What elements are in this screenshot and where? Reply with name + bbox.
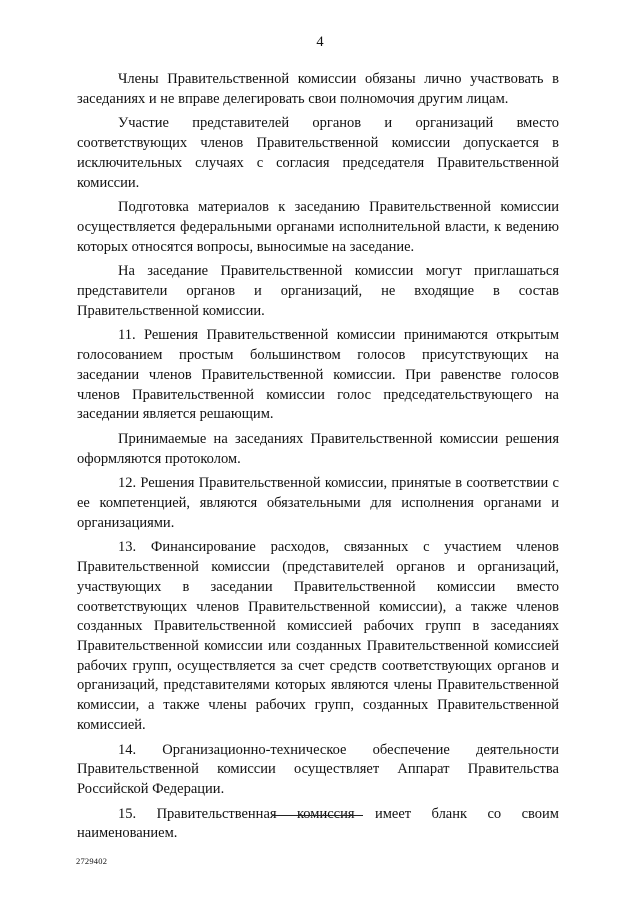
paragraph-invited-participants: На заседание Правительственной комиссии могут приглашаться представители органов и организаций, не входящие в состав Правительственной комиссии.	[77, 263, 559, 319]
document-code: 2729402	[76, 856, 108, 866]
paragraph-12-binding-decisions: 12. Решения Правительственной комиссии, принятые в соответствии с ее компетенцией, являются обязательными для исполнения органами и организациями.	[77, 475, 559, 531]
paragraph-15-letterhead: 15. Правительственная комиссия имеет бланк со своим наименованием.	[77, 805, 559, 842]
paragraph-representatives-participation: Участие представителей органов и организаций вместо соответствующих членов Правительственной комиссии допускается в исключительных случаях с согласия председателя Правительственной комиссии.	[77, 115, 559, 191]
paragraph-11-decisions: 11. Решения Правительственной комиссии принимаются открытым голосованием простым большинством голосов присутствующих на заседании членов Правительственной комиссии. При равенстве голосов членов Правительственной комиссии голос председательствующего на заседании является решающим.	[77, 327, 559, 423]
end-divider	[273, 815, 363, 816]
paragraph-protocol: Принимаемые на заседаниях Правительственной комиссии решения оформляются протоколом.	[77, 430, 559, 467]
document-body	[77, 70, 559, 849]
paragraph-materials-preparation: Подготовка материалов к заседанию Правительственной комиссии осуществляется федеральными органами исполнительной власти, к ведению которых относятся вопросы, выносимые на заседание.	[77, 199, 559, 255]
paragraph-14-support: 14. Организационно-техническое обеспечение деятельности Правительственной комиссии осуществляет Аппарат Правительства Российской Федерации.	[77, 741, 559, 797]
paragraph-members-attendance: Члены Правительственной комиссии обязаны лично участвовать в заседаниях и не вправе делегировать свои полномочия другим лицам.	[77, 71, 559, 107]
paragraph-13-financing: 13. Финансирование расходов, связанных с участием членов Правительственной комиссии (представителей органов и организаций, участвующих в заседании Правительственной комиссии вместо соответствующих членов Правительственной комиссии), а также членов созданных Правительственной комиссией рабочих групп в заседаниях Правительственной комиссии или созданных Правительственной комиссией рабочих групп, осуществляется за счет средств соответствующих органов и организаций, представителями которых являются члены Правительственной комиссии, а также члены рабочих групп, созданных Правительственной комиссией.	[77, 539, 559, 733]
page-number: 4	[316, 34, 324, 50]
